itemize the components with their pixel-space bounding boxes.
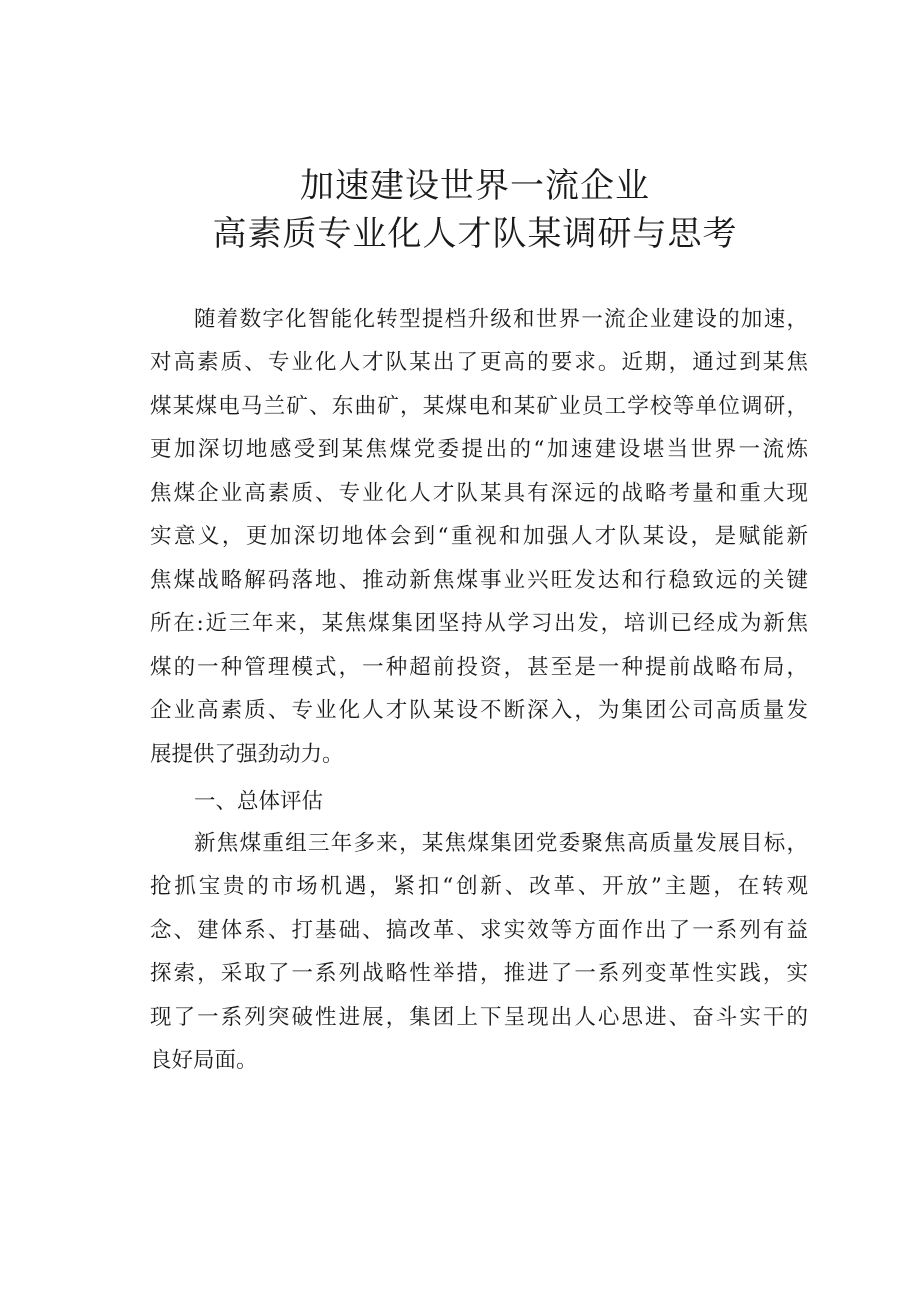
- section-heading: 一、总体评估: [194, 789, 324, 814]
- paragraph-line: 探索，采取了一系列战略性举措，推进了一系列变革性实践，实: [150, 961, 808, 986]
- paragraph-line: 煤的一种管理模式，一种超前投资，甚至是一种提前战略布局，: [150, 655, 808, 680]
- paragraph-line: 随着数字化智能化转型提档升级和世界一流企业建设的加速，: [194, 307, 808, 332]
- paragraph-line: 抢抓宝贵的市场机遇，紧扣“创新、改革、开放”主题，在转观: [150, 874, 808, 899]
- paragraph-line: 新焦煤重组三年多来，某焦煤集团党委聚焦高质量发展目标，: [194, 831, 808, 856]
- paragraph-line: 念、建体系、打基础、搞改革、求实效等方面作出了一系列有益: [150, 918, 808, 943]
- paragraph-line: 良好局面。: [150, 1048, 258, 1073]
- paragraph-line: 实意义，更加深切地体会到“重视和加强人才队某设，是赋能新: [150, 524, 808, 549]
- document-title-line-1: 加速建设世界一流企业: [300, 166, 650, 206]
- paragraph-line: 对高素质、专业化人才队某出了更高的要求。近期，通过到某焦: [150, 350, 808, 375]
- paragraph-line: 企业高素质、专业化人才队某设不断深入，为集团公司高质量发: [150, 698, 808, 723]
- paragraph-line: 现了一系列突破性进展，集团上下呈现出人心思进、奋斗实干的: [150, 1005, 808, 1030]
- paragraph-line: 所在:近三年来，某焦煤集团坚持从学习出发，培训已经成为新焦: [150, 611, 808, 636]
- paragraph-line: 焦煤企业高素质、专业化人才队某具有深远的战略考量和重大现: [150, 481, 808, 506]
- paragraph-line: 展提供了强劲动力。: [150, 742, 344, 767]
- paragraph-line: 更加深切地感受到某焦煤党委提出的“加速建设堪当世界一流炼: [150, 437, 808, 462]
- paragraph-line: 煤某煤电马兰矿、东曲矿，某煤电和某矿业员工学校等单位调研，: [150, 394, 808, 419]
- document-title-line-2: 高素质专业化人才队某调研与思考: [212, 214, 738, 254]
- paragraph-line: 焦煤战略解码落地、推动新焦煤事业兴旺发达和行稳致远的关键: [150, 568, 808, 593]
